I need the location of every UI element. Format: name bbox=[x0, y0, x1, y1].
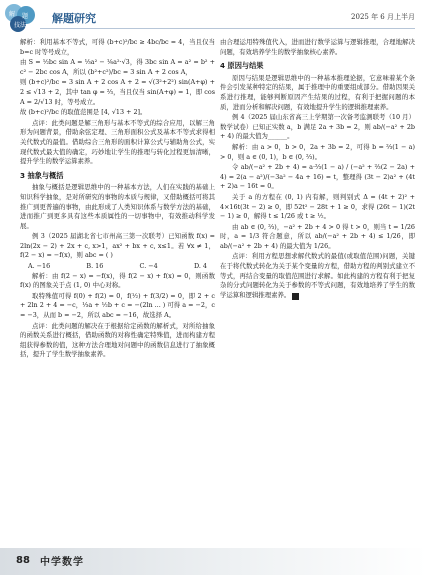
svg-text:技法: 技法 bbox=[14, 22, 27, 29]
issue-date: 2025 年 6 月上半月 bbox=[351, 13, 415, 21]
right-column bbox=[220, 38, 415, 543]
end-mark-icon: Z bbox=[292, 293, 299, 300]
paragraph: 由合理运用特殊值代入，进而进行数学运算与逻辑推理，合理地解决问题，有效培养学生的数学抽象核心素养。 bbox=[220, 38, 415, 56]
header-divider bbox=[40, 28, 415, 29]
example-4: 例 4（2025 届山东省高三上学期第一次备考监测联考（10 月）数学试卷）已知正实数 a，b 满足 2a + 3b = 2，则 ab/(−a² + 2b + 4) 的最大值为______。 bbox=[220, 113, 415, 141]
paragraph: 抽象与概括是逻辑思维中的一种基本方法，人们在实践的基础上知识科学抽象，是对所研究的事物的本质与规律，又借助概括可将其推广到更普遍的事物，由此形成了人类知识体系与数学方法的基础，进而推广到更多具有这些本质属性的一切事物中，有效推动科学发展。 bbox=[20, 183, 215, 230]
paragraph: 原因与结果是逻辑思维中的一种基本推理论据，它意味着某个条件会引发某种特定的结果，属于推理中的重要组成部分。借助因果关系进行推理，能够判断原因产生结果的过程，有利于把握问题的本质，进而分析和解决问题，有效地提升学生的逻辑推理素养。 bbox=[220, 73, 415, 111]
answer-options bbox=[20, 262, 215, 272]
left-column bbox=[20, 38, 215, 543]
svg-text:题: 题 bbox=[22, 13, 29, 20]
column-logo-icon bbox=[4, 3, 38, 33]
paragraph: 解析：利用基本不等式，可得 (b+c)²/bc ≥ 4bc/bc = 4，当且仅当 b=c 时等号成立， bbox=[20, 38, 215, 56]
option-d: D. 4 bbox=[193, 262, 207, 271]
paragraph: 则 (b+c)²/bc = 3 sin A + 2 cos A + 2 = √(3²+2²) sin(A+φ) + 2 ≤ √13 + 2，其中 tan φ = ⅔，当且仅当 sin(A+φ) = 1，即 cos A = 2/√13 时，等号成立。 bbox=[20, 78, 215, 106]
solution-paragraph: 解析：由 a > 0，b > 0，2a + 3b = 2，可得 b = ⅔(1 − a) > 0，则 a ∈ (0, 1)，b ∈ (0, ⅔)。 bbox=[220, 142, 415, 161]
solution-paragraph: 解析：由 f(2 − x) = −f(x)，得 f(2 − x) + f(x) = 0，则函数 f(x) 的图象关于点 (1, 0) 中心对称。 bbox=[20, 271, 215, 290]
option-b: B. 16 bbox=[86, 262, 104, 271]
magazine-name: 中学数学 bbox=[40, 557, 84, 568]
solution-paragraph: 令 ab/(−a² + 2b + 4) = a·⅔(1 − a) / (−a² + ⅔(2 − 2a) + 4) = 2(a − a²)/(−3a² − 4a + 16) = t，整理得 (3t − 2)a² + (4t + 2)a − 16t = 0。 bbox=[220, 163, 415, 191]
page-number: 88 bbox=[16, 555, 30, 566]
paragraph: 由 S = ½bc sin A = ⅓a² − ⅙a²·√3，得 3bc sin A = a² = b² + c² − 2bc cos A，所以 (b²+c²)/bc = 3 sin A + 2 cos A， bbox=[20, 58, 215, 76]
comment-paragraph bbox=[220, 252, 415, 300]
page-footer bbox=[0, 548, 427, 575]
solution-paragraph: 关于 a 的方程在 (0, 1) 内有解，则判别式 Δ = (4t + 2)² + 4×16t(3t − 2) ≥ 0，即 52t² − 28t + 1 ≥ 0，求得 (26t − 1)(2t − 1) ≥ 0，解得 t ≤ 1/26 或 t ≥ ½。 bbox=[220, 192, 415, 221]
example-3: 例 3（2025 届湖北省七市州高三第一次联考）已知函数 f(x) = 2ln(2x − 2) + 2x + c, x>1，ax² + bx + c, x≤1。若 ∀x ≠ 1，f(2 − x) = −f(x)，则 abc = ( ) bbox=[20, 232, 215, 260]
paragraph: 故 (b+c)²/bc 的取值范围是 [4, √13 + 2]。 bbox=[20, 108, 147, 117]
option-c: C. −4 bbox=[139, 262, 158, 271]
section-heading-4: 4 原因与结果 bbox=[220, 61, 264, 71]
comment-paragraph: 点评：此类问题的解决在于根据给定函数的解析式，对所给抽象的函数关系进行概括，借助函数的对称性确定特殊值，进而构建方程组获得参数的值，这种方法合理地对问题中的函数信息进行了抽象概括，提升了学生数学抽象素养。 bbox=[20, 321, 215, 359]
solution-paragraph: 由 ab ∈ (0, ⅔)，−a² + 2b + 4 > 0 得 t > 0，则当 t = 1/26 时，a = 1/3 符合题意，所以 ab/(−a² + 2b + 4) ≤ 1/26，即 ab/(−a² + 2b + 4) 的最大值为 1/26。 bbox=[220, 222, 415, 250]
option-a: A. −16 bbox=[28, 262, 51, 271]
comment-paragraph: 点评：此类问题是解三角形与基本不等式的综合应用，以解三角形为问题背景，借助余弦定理、三角形面积公式及基本不等式求得相关代数式的最值。借助综合三角形的面积计算公式与辅助角公式，实现代数式最大值的确定，巧妙地让学生的推理与转化过程更加清晰，提升学生的数学运算素养。 bbox=[20, 118, 215, 166]
comment-text: 点评：利用方程思想求解代数式的最值(或取值范围)问题，关键在于将代数式转化为关于某个变量的方程，借助方程的判别式建立不等式，再结合变量的取值范围进行求解。如此构建的方程有利于把复杂的分式问题转化为关于参数的不等式问题，有效地培养了学生的数学运算和逻辑推理素养。 bbox=[220, 252, 415, 299]
page-header bbox=[0, 0, 427, 34]
svg-text:解: 解 bbox=[9, 11, 16, 18]
solution-paragraph: 取特殊值可得 f(0) + f(2) = 0，f(½) + f(3/2) = 0，即 2 + c + 2ln 2 + 4 = −c，⅓a + ½b + c = −(2ln ... ) 可得 a = −2，c = −3，从而 b = −2，所以 abc = −16，故选择 A。 bbox=[20, 291, 215, 320]
section-heading-3: 3 抽象与概括 bbox=[20, 170, 64, 180]
section-title: 解题研究 bbox=[52, 12, 96, 25]
